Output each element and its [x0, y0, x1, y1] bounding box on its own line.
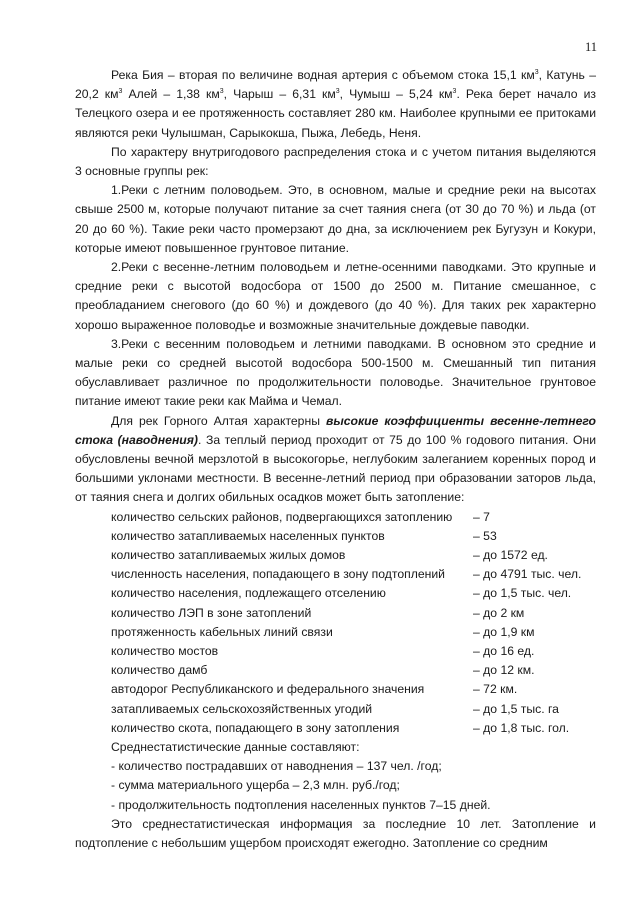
stat-row: количество затапливаемых жилых домов – до 1572 ед. — [111, 548, 548, 563]
stat-row: количество населения, подлежащего отселению – до 1,5 тыс. чел. — [111, 586, 572, 601]
emphasis-flood-coefficients: высокие коэффициенты весенне-летнего стока (наводнения) — [75, 413, 596, 447]
paragraph-group-1: 1.Реки с летним половодьем. Это, в основном, малые и средние реки на высотах свыше 2500 м, которые получают питание за счет таяния снега (от 30 до 70 %) и льда (от 20 до 60 %). Такие реки часто промерзают до дна, за исключением рек Бугузун и Кокури, которые имеют повышенное грунтовое питание. — [75, 183, 596, 255]
stat-row: затапливаемых сельскохозяйственных угодий – до 1,5 тыс. га — [111, 701, 559, 716]
paragraph-group-2: 2.Реки с весенне-летним половодьем и летне-осенними паводками. Это крупные и средние реки с высотой водосбора от 1500 до 2500 м. Питание смешанное, с преобладанием снегового (до 60 %) и дождевого (до 40 %). Для таких рек характерно хорошо выраженное половодье и возможные значительные дождевые паводки. — [75, 260, 596, 332]
average-item: - продолжительность подтопления населенных пунктов 7–15 дней. — [111, 797, 491, 812]
stat-row: автодорог Республиканского и федерального значения – 72 км. — [111, 682, 518, 697]
stat-row: количество сельских районов, подвергающихся затоплению – 7 — [111, 509, 490, 524]
stat-row: количество мостов – до 16 ед. — [111, 643, 535, 658]
paragraph-group-3: 3.Реки с весенним половодьем и летними паводками. В основном это средние и малые реки со средней высотой водосбора 500-1500 м. Смешанный тип питания обуславливает различное по продолжительности половодье. Значительное грунтовое питание имеют такие реки как Майма и Чемал. — [75, 336, 596, 409]
average-item: - количество пострадавших от наводнения – 137 чел. /год; — [111, 759, 442, 774]
flood-stats-list — [75, 508, 596, 738]
average-item: - сумма материального ущерба – 2,3 млн. руб./год; — [111, 778, 400, 793]
stat-row: протяженность кабельных линий связи – до 1,9 км — [111, 624, 535, 639]
page-number: 11 — [584, 40, 597, 54]
stat-row: количество скота, попадающего в зону затопления – до 1,8 тыс. гол. — [111, 720, 570, 735]
paragraph-flood-coefficients: Для рек Горного Алтая характерны высокие коэффициенты весенне-летнего стока (наводнения). За теплый период проходит от 75 до 100 % годового питания. Они обусловлены вечной мерзлотой в высокогорье, неглубоким залеганием коренных пород и большими уклонами местности. В весенне-летний период при образовании заторов льда, от таяния снега и долгих обильных осадков может быть затопление: — [75, 413, 596, 505]
document-body — [75, 66, 596, 853]
stat-row: количество ЛЭП в зоне затоплений – до 2 км — [111, 605, 525, 620]
stat-row: количество затапливаемых населенных пунктов – 53 — [111, 528, 497, 543]
paragraph-biya: Река Бия – вторая по величине водная артерия с объемом стока 15,1 $км^3$, Катунь – 20,2 $км^3$ Алей – 1,38 $км^3$, Чарыш – 6,31 $км^3$, Чумыш – 5,24 $км^3$. Река берет начало из Телецкого озера и ее протяженность составляет 280 км. Наиболее крупными ее притоками являются реки Чулышман, Сарыкокша, Пыжа, Лебедь, Неня. — [75, 68, 596, 140]
stat-row: численность населения, попадающего в зону подтоплений – до 4791 тыс. чел. — [111, 567, 582, 582]
stat-row: количество дамб – до 12 км. — [111, 663, 535, 678]
paragraph-river-groups: По характеру внутригодового распределения стока и с учетом питания выделяются 3 основные группы рек: — [75, 144, 596, 179]
paragraph-summary: Это среднестатистическая информация за последние 10 лет. Затопление и подтопление с небольшим ущербом происходят ежегодно. Затопление со средним — [75, 816, 596, 850]
averages-heading: Среднестатистические данные составляют: — [111, 739, 360, 754]
